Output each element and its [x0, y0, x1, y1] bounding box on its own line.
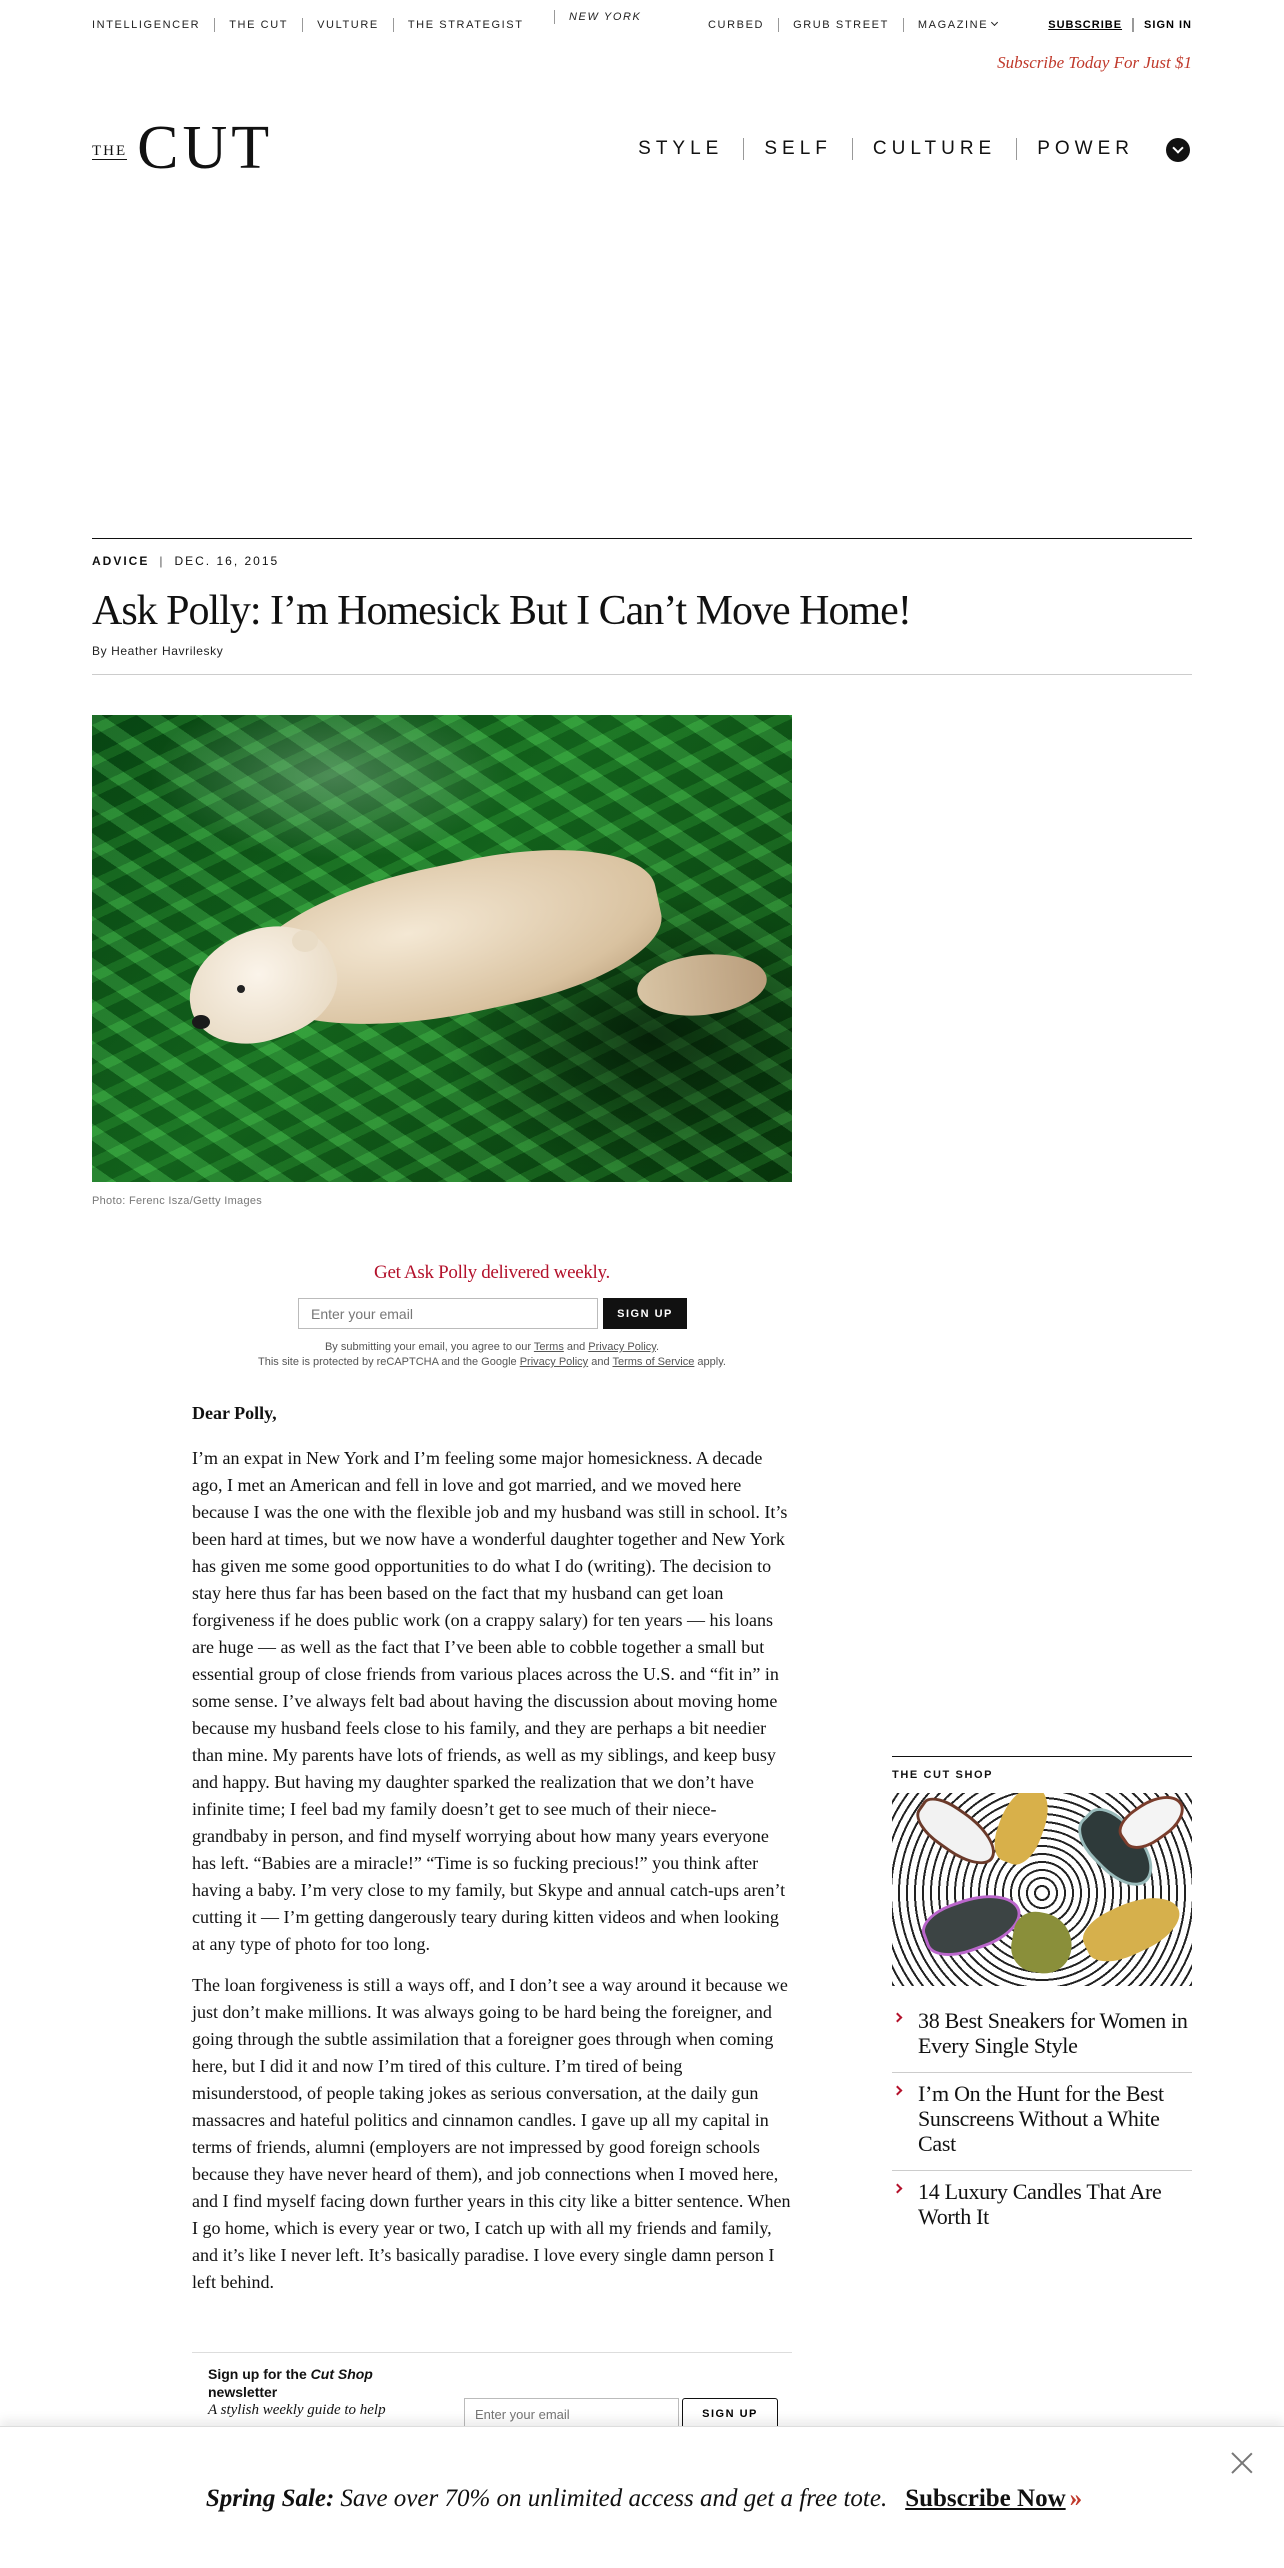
cut-shop-item-title: I’m On the Hunt for the Best Sunscreens Without a White Cast	[918, 2081, 1164, 2156]
article-paragraph: The loan forgiveness is still a ways off, and I don’t see a way around it because we just don’t make millions. It was always going to be hard being the foreigner, and going through the subtle assimilation that a foreigner goes through when coming here, but I did it and now I’m tired of this culture. I’m tired of being misunderstood, of people taking jokes as serious conversation, at the daily gun massacres and hateful politics and cinnamon candles. I gave up all my capital in terms of friends, alumni (employers are not impressed by good foreign schools because they have never heard of them), and job connections when I moved here, and I find myself facing down further years in this city like a bitter sentence. When I go home, which is every year or two, I catch up with all my friends and family, and it’s like I never left. It’s basically paradise. I love every single damn person I left behind.	[192, 1975, 791, 2292]
legal-text: and	[588, 1356, 613, 1368]
legal-text: .	[655, 1341, 660, 1353]
the-cut-logo[interactable]	[92, 114, 274, 182]
cut-shop-newsletter	[192, 2352, 792, 2432]
cut-shop-newsletter-description: A stylish weekly guide to help	[208, 2402, 386, 2418]
sign-in-link[interactable]: SIGN IN	[1133, 18, 1192, 32]
google-privacy-policy-link[interactable]: Privacy Policy	[519, 1356, 589, 1368]
legal-line-1	[92, 1340, 892, 1355]
cut-shop-item[interactable]	[892, 2171, 1192, 2243]
nav-link-curbed[interactable]: CURBED	[708, 19, 765, 31]
cut-shop-item[interactable]	[892, 2073, 1192, 2171]
image-caption: Photo: Ferenc Isza/Getty Images	[92, 1195, 263, 1207]
legal-text: By submitting your email, you agree to our	[324, 1341, 534, 1353]
cut-shop-divider	[892, 1756, 1192, 1757]
legal-text: This site is protected by reCAPTCHA and the Google	[258, 1356, 520, 1368]
cut-shop-title: THE CUT SHOP	[892, 1769, 994, 1781]
magazine-label: MAGAZINE	[917, 19, 989, 31]
section-link-self[interactable]: SELF	[743, 138, 852, 160]
nav-link-grub-street[interactable]: GRUB STREET	[778, 18, 903, 32]
nav-link-vulture[interactable]: VULTURE	[302, 18, 393, 32]
section-link-culture[interactable]: CULTURE	[852, 138, 1016, 160]
nav-link-the-strategist[interactable]: THE STRATEGIST	[393, 18, 538, 32]
cut-shop-item-title: 14 Luxury Candles That Are Worth It	[918, 2179, 1162, 2229]
newsletter-email-input[interactable]	[298, 1298, 598, 1329]
cut-shop-item[interactable]	[892, 2000, 1192, 2073]
account-links	[1048, 18, 1192, 32]
chevron-down-icon	[991, 19, 998, 26]
promo-message	[0, 2485, 1284, 2513]
bear-leg-shape	[634, 948, 770, 1021]
subscribe-now-link[interactable]: Subscribe Now	[905, 2485, 1066, 2512]
bear-nose-shape	[192, 1015, 210, 1029]
letter-salutation: Dear Polly,	[192, 1403, 277, 1423]
google-terms-of-service-link[interactable]: Terms of Service	[612, 1356, 695, 1368]
heading-text: Sign up for the	[208, 2366, 311, 2382]
legal-text: apply.	[694, 1356, 726, 1368]
nav-link-magazine[interactable]	[903, 18, 1011, 32]
sneaker-shape	[1007, 1908, 1077, 1978]
logo-cut: CUT	[137, 114, 274, 182]
cut-shop-module	[892, 1756, 1192, 2243]
menu-expand-icon[interactable]	[1166, 138, 1190, 162]
subscribe-promo-link[interactable]: Subscribe Today For Just $1	[997, 53, 1192, 72]
author-link[interactable]: By Heather Havrilesky	[92, 644, 224, 658]
promo-lead: Spring Sale:	[205, 2485, 335, 2512]
sneaker-shape	[1076, 1884, 1188, 1972]
sneaker-shape	[908, 1793, 1006, 1875]
close-icon[interactable]	[1228, 2449, 1256, 2477]
subscribe-link[interactable]: SUBSCRIBE	[1048, 18, 1133, 32]
newsletter-form	[298, 1298, 687, 1329]
chevron-right-icon	[893, 2184, 903, 2194]
privacy-policy-link[interactable]: Privacy Policy	[588, 1341, 656, 1353]
cut-shop-sneakers-image[interactable]	[892, 1793, 1192, 1986]
site-header	[92, 114, 1192, 182]
section-nav	[618, 138, 1154, 160]
cut-shop-item-title: 38 Best Sneakers for Women in Every Single Style	[918, 2008, 1188, 2058]
article-body	[192, 1400, 792, 2310]
rubric-advice-link[interactable]: ADVICE	[92, 554, 150, 568]
article-date: DEC. 16, 2015	[174, 554, 280, 568]
newsletter-legal	[92, 1340, 892, 1370]
promo-body: Save over 70% on unlimited access and get a free tote.	[340, 2485, 888, 2512]
chevron-right-icon	[893, 2013, 903, 2023]
legal-text: and	[563, 1341, 589, 1353]
section-link-power[interactable]: POWER	[1016, 138, 1154, 160]
nav-link-intelligencer[interactable]: INTELLIGENCER	[92, 19, 201, 31]
cut-shop-newsletter-heading	[208, 2365, 438, 2401]
network-nav-left	[92, 18, 538, 32]
sneaker-shape	[988, 1793, 1057, 1870]
lead-image-polar-bear	[92, 715, 792, 1182]
heading-text: newsletter	[208, 2384, 278, 2400]
cut-shop-newsletter-text	[208, 2365, 438, 2419]
article-headline: Ask Polly: I’m Homesick But I Can’t Move Home!	[92, 588, 911, 634]
bear-ear-shape	[292, 930, 318, 952]
network-nav	[92, 11, 1192, 38]
article-rubric	[92, 554, 279, 568]
article-divider-top	[92, 538, 1192, 539]
spring-sale-promo-bar	[0, 2426, 1284, 2568]
cut-shop-list	[892, 2000, 1192, 2243]
article-byline	[92, 644, 223, 658]
newsletter-title: Get Ask Polly delivered weekly.	[374, 1262, 610, 1283]
rubric-separator: |	[159, 554, 165, 568]
terms-link[interactable]: Terms	[533, 1341, 564, 1353]
logo-the: THE	[92, 143, 128, 159]
newsletter-signup-button[interactable]: SIGN UP	[603, 1298, 687, 1329]
chevron-right-icon	[893, 2086, 903, 2096]
cut-shop-signup-button[interactable]: SIGN UP	[682, 2398, 778, 2430]
legal-line-2	[92, 1355, 892, 1370]
heading-emphasis: Cut Shop	[310, 2366, 373, 2382]
bear-eye-shape	[237, 985, 245, 993]
new-york-logo[interactable]: NEW YORK	[554, 10, 656, 24]
section-link-style[interactable]: STYLE	[638, 138, 724, 159]
article-divider-bottom	[92, 674, 1192, 675]
nav-link-the-cut[interactable]: THE CUT	[214, 18, 302, 32]
double-arrow-icon: »	[1069, 2485, 1079, 2512]
network-nav-right	[708, 18, 1011, 32]
article-paragraph: I’m an expat in New York and I’m feeling some major homesickness. A decade ago, I met an American and fell in love and got married, and we moved here because I was the one with the flexible job and my husband was still in school. It’s been hard at times, but we now have a wonderful daughter together and New York has given me some good opportunities to do what I do (writing). The decision to stay here thus far has been based on the fact that my husband can get loan forgiveness if he does public work (on a crappy salary) for ten years — his loans are huge — as well as the fact that I’ve been able to cobble together a small but essential group of close friends from various places across the U.S. and “fit in” in some sense. I’ve always felt bad about having the discussion about moving home because my husband feels close to his family, and they are perhaps a bit needier than mine. My parents have lots of friends, as well as my siblings, and keep busy and happy. But having my daughter sparked the realization that we don’t have infinite time; I feel bad my family doesn’t get to see much of their niece-grandbaby in person, and find myself worrying about how many years everyone has left. “Babies are a miracle!” “Time is so fucking precious!” you think after having a baby. I’m very close to my family, but Skype and annual catch-ups aren’t cutting it — I’m getting dangerously teary during kitten videos and when looking at any type of photo for too long.	[192, 1448, 788, 1954]
